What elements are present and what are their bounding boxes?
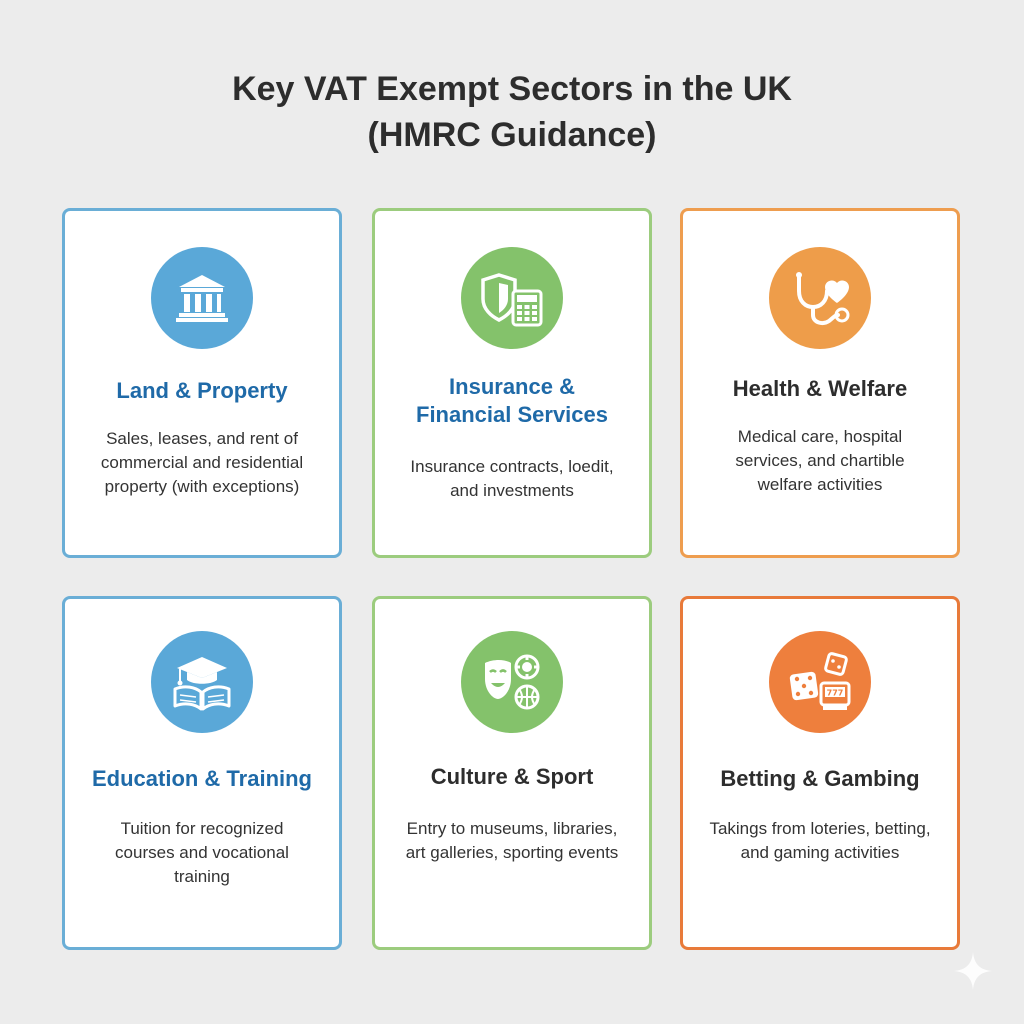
sector-grid: [62, 208, 962, 952]
card-description: Insurance contracts, loedit, and investments: [410, 457, 614, 500]
card-title: Land & Property: [116, 378, 288, 403]
card-insurance-financial: [372, 208, 652, 558]
card-title: Health & Welfare: [732, 376, 908, 401]
card-title: [375, 373, 649, 429]
svg-text:777: 777: [826, 688, 844, 698]
page-title-line-2: (HMRC Guidance): [367, 116, 657, 154]
card-description: Medical care, hospital services, and chartible welfare activities: [735, 427, 905, 494]
card-land-property: [62, 208, 342, 558]
card-title-line-1: Insurance &: [449, 374, 575, 399]
card-title-line-2: Financial Services: [416, 402, 608, 427]
bank-building-icon: [151, 247, 253, 349]
card-health-welfare: [680, 208, 960, 558]
sparkle-icon: [952, 950, 994, 992]
dice-slot-machine-icon: [769, 631, 871, 733]
card-betting-gambling: [680, 596, 960, 950]
graduation-cap-book-icon: [151, 631, 253, 733]
card-description: Takings from loteries, betting, and gaming activities: [709, 819, 931, 862]
stethoscope-heart-icon: [769, 247, 871, 349]
card-description: Sales, leases, and rent of commercial and residential property (with exceptions): [100, 429, 304, 496]
shield-calculator-icon: [461, 247, 563, 349]
page-title-line-1: Key VAT Exempt Sectors in the UK: [232, 70, 792, 108]
card-description: Entry to museums, libraries, art galleries, sporting events: [405, 819, 619, 862]
card-description: Tuition for recognized courses and vocational training: [115, 819, 289, 886]
card-title: Culture & Sport: [430, 764, 594, 789]
card-title: Education & Training: [91, 766, 312, 791]
page-title: [0, 66, 1024, 158]
theatre-masks-ball-icon: [461, 631, 563, 733]
card-culture-sport: [372, 596, 652, 950]
card-title: Betting & Gambing: [720, 766, 920, 791]
card-education-training: [62, 596, 342, 950]
